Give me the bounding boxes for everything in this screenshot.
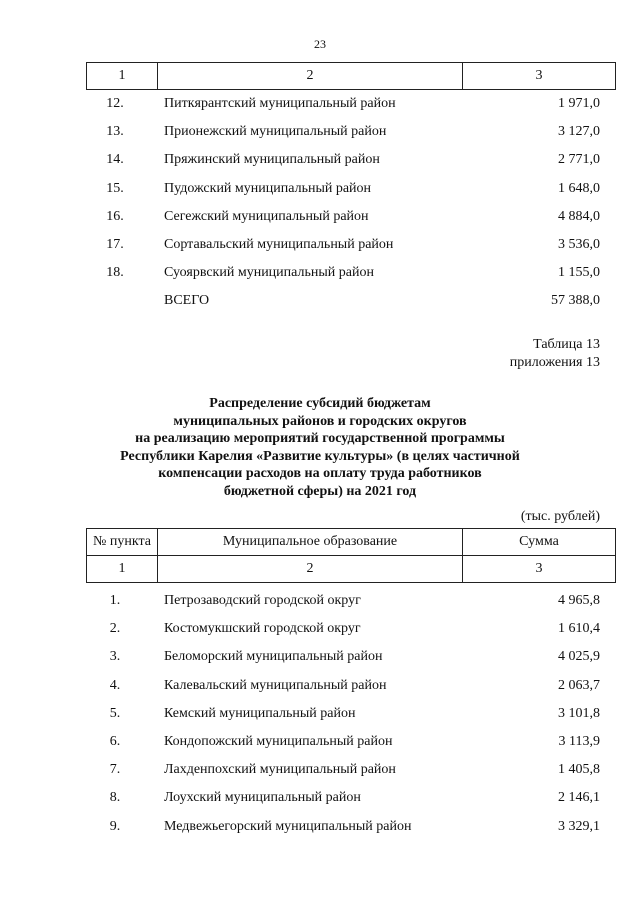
row-municipality: Питкярантский муниципальный район	[164, 96, 396, 112]
row-amount: 1 610,4	[558, 621, 600, 637]
row-municipality: Прионежский муниципальный район	[164, 124, 387, 140]
row-municipality: Медвежьегорский муниципальный район	[164, 818, 412, 834]
table-row	[86, 203, 602, 231]
row-amount: 2 063,7	[558, 677, 600, 693]
row-number: 6.	[109, 734, 121, 750]
table2-body	[86, 587, 602, 841]
row-municipality: Петрозаводский городской округ	[164, 593, 361, 609]
row-number: 4.	[109, 677, 121, 693]
table-row	[86, 672, 602, 700]
table-row	[86, 813, 602, 841]
title-line: Республики Карелия «Развитие культуры» (в целях частичной	[120, 448, 520, 464]
table1-col-amount: 3	[463, 63, 616, 90]
row-municipality: Кондопожский муниципальный район	[164, 734, 393, 750]
table2-col-number-index: 1	[87, 556, 158, 583]
row-number: 9.	[109, 818, 121, 834]
table2-col-number-header: № пункта	[87, 529, 158, 556]
row-amount: 4 025,9	[558, 649, 600, 665]
row-amount: 3 113,9	[558, 734, 600, 750]
table2-header	[86, 528, 616, 583]
row-municipality: Лоухский муниципальный район	[164, 790, 361, 806]
row-number: 7.	[109, 762, 121, 778]
row-municipality: Лахденпохский муниципальный район	[164, 762, 396, 778]
row-number: 1.	[109, 593, 121, 609]
row-municipality: Суоярвский муниципальный район	[164, 265, 374, 281]
row-municipality: Сортавальский муниципальный район	[164, 237, 394, 253]
table2-col-amount-index: 3	[463, 556, 616, 583]
table-row	[86, 784, 602, 812]
table-title	[80, 395, 560, 500]
table-caption	[510, 336, 600, 372]
table-row	[86, 118, 602, 146]
table1-col-number: 1	[87, 63, 158, 90]
table-row	[86, 231, 602, 259]
row-municipality: Пудожский муниципальный район	[164, 180, 372, 196]
table-row	[86, 175, 602, 203]
row-amount: 2 771,0	[558, 152, 600, 168]
row-amount: 1 405,8	[558, 762, 600, 778]
table-row	[86, 643, 602, 671]
table-row	[86, 259, 602, 287]
row-amount: 3 536,0	[558, 237, 600, 253]
table1-col-name: 2	[158, 63, 463, 90]
row-amount: 3 101,8	[558, 705, 600, 721]
row-number: 8.	[109, 790, 121, 806]
table-row	[86, 700, 602, 728]
table2-col-name-index: 2	[158, 556, 463, 583]
page-number: 23	[314, 37, 326, 51]
row-municipality: Беломорский муниципальный район	[164, 649, 383, 665]
row-amount: 4 965,8	[558, 593, 600, 609]
row-number: 15.	[106, 180, 124, 196]
row-amount: 4 884,0	[558, 208, 600, 224]
row-municipality: Калевальский муниципальный район	[164, 677, 387, 693]
row-number: 5.	[109, 705, 121, 721]
row-amount: 2 146,1	[558, 790, 600, 806]
row-municipality: Сегежский муниципальный район	[164, 208, 369, 224]
table2-col-name-header: Муниципальное образование	[158, 529, 463, 556]
table-number: Таблица 13	[533, 337, 600, 352]
table1-body	[86, 90, 602, 316]
title-line: бюджетной сферы) на 2021 год	[223, 483, 417, 499]
table-row	[86, 728, 602, 756]
table-row-total	[86, 287, 602, 315]
table-row	[86, 90, 602, 118]
row-amount: 1 648,0	[558, 180, 600, 196]
row-number: 3.	[109, 649, 121, 665]
units-label: (тыс. рублей)	[520, 509, 600, 524]
table-row	[86, 615, 602, 643]
row-municipality: Пряжинский муниципальный район	[164, 152, 380, 168]
row-amount: 1 155,0	[558, 265, 600, 281]
title-line: Распределение субсидий бюджетам	[209, 396, 431, 411]
row-number: 14.	[106, 152, 124, 168]
table-row	[86, 756, 602, 784]
table2-col-amount-header: Сумма	[463, 529, 616, 556]
row-amount: 3 329,1	[558, 818, 600, 834]
table-row	[86, 587, 602, 615]
row-number: 13.	[106, 124, 124, 140]
row-amount: 1 971,0	[558, 96, 600, 112]
appendix-reference: приложения 13	[509, 355, 600, 370]
row-number: 17.	[106, 237, 124, 253]
row-number: 18.	[106, 265, 124, 281]
row-amount: 3 127,0	[558, 124, 600, 140]
row-total-label: ВСЕГО	[164, 293, 210, 309]
title-line: компенсации расходов на оплату труда работников	[158, 466, 482, 481]
table1-column-numbering	[86, 62, 616, 90]
row-municipality: Костомукшский городской округ	[164, 621, 361, 637]
title-line: муниципальных районов и городских округов	[173, 413, 467, 429]
row-number: 16.	[106, 208, 124, 224]
row-municipality: Кемский муниципальный район	[164, 705, 356, 721]
row-number: 12.	[106, 96, 124, 112]
table-row	[86, 146, 602, 174]
title-line: на реализацию мероприятий государственной программы	[135, 431, 505, 446]
row-number: 2.	[109, 621, 121, 637]
row-total-amount: 57 388,0	[551, 293, 600, 309]
